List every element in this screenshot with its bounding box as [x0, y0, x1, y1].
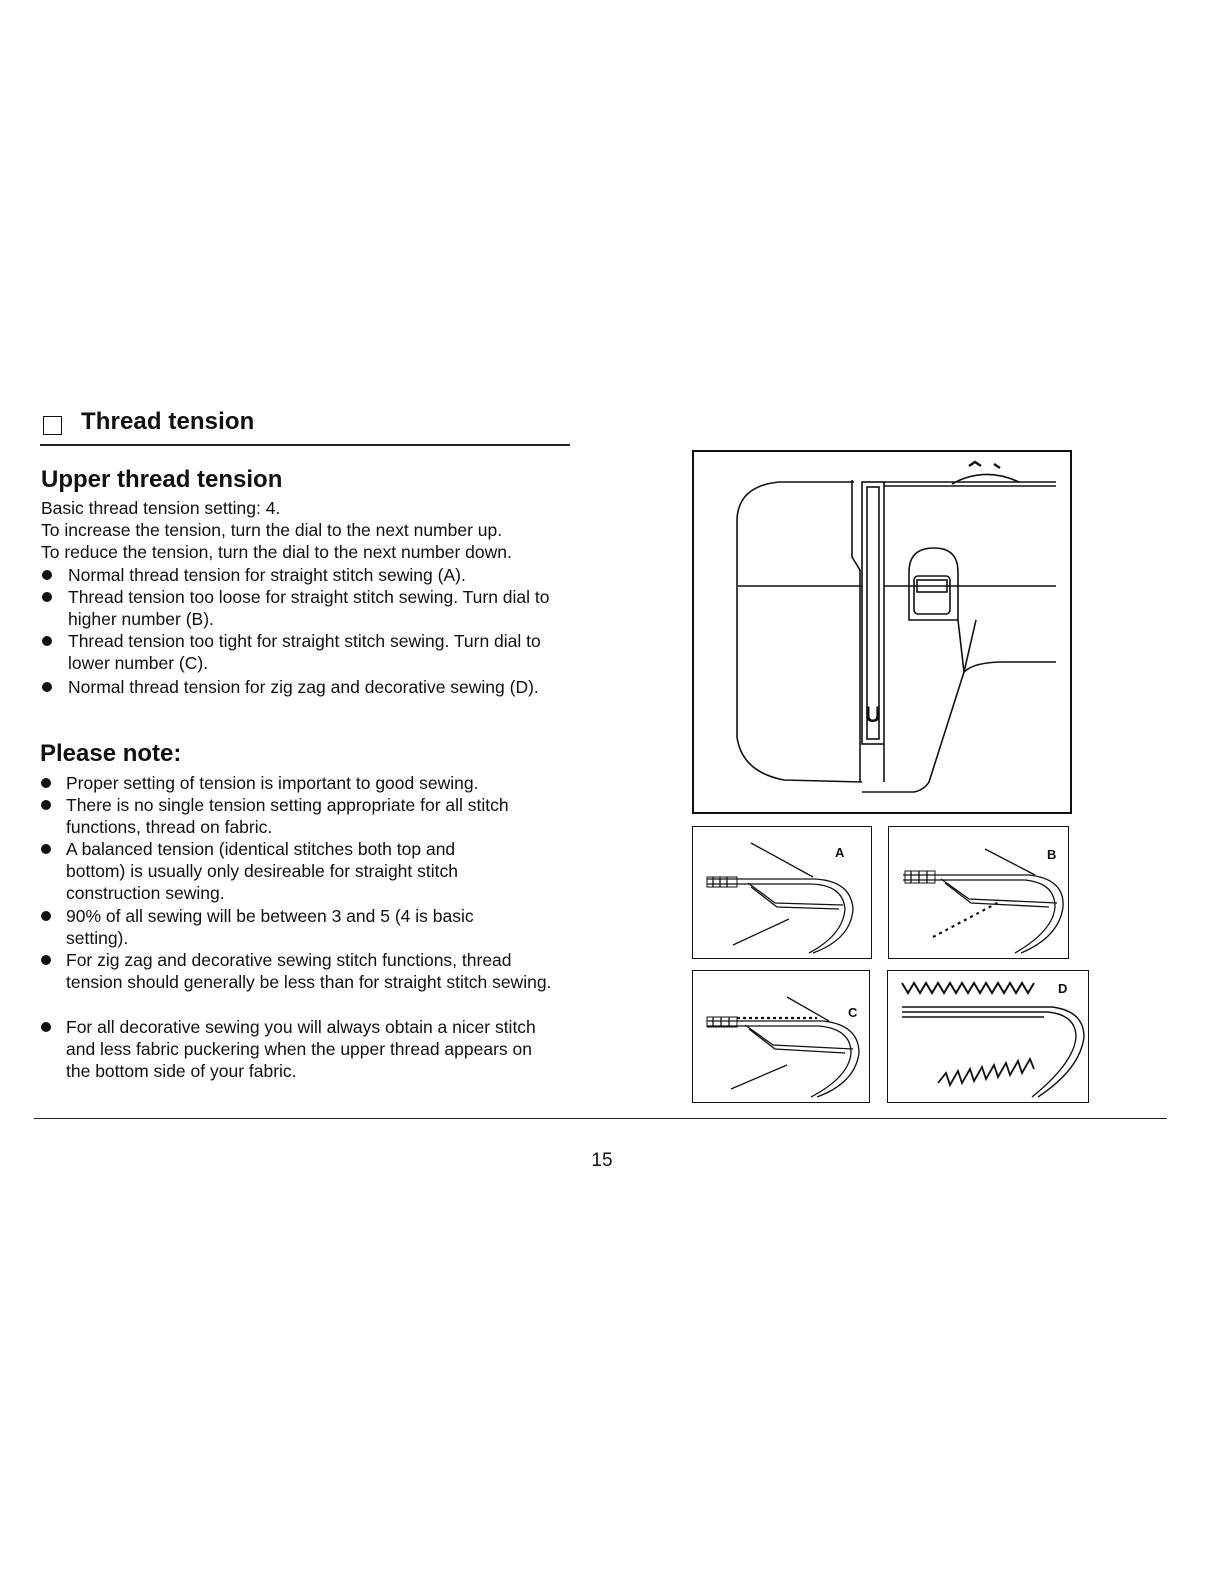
bullet-dot-icon	[41, 844, 51, 854]
stitch-panel-d	[887, 970, 1089, 1103]
reduce-tension-line: To reduce the tension, turn the dial to the next number down.	[41, 542, 512, 562]
panel-label-d: D	[1058, 981, 1068, 996]
note-bullet-text: A balanced tension (identical stitches both top and bottom) is usually only desireable for straight stitch construction sewing.	[66, 839, 458, 903]
stitch-diagram-c	[693, 971, 868, 1101]
basic-setting-line: Basic thread tension setting: 4.	[41, 498, 281, 518]
footer-divider	[34, 1118, 1167, 1119]
page-number: 15	[591, 1150, 613, 1171]
section-header	[40, 408, 570, 448]
sewing-machine-illustration	[692, 450, 1072, 814]
stitch-diagram-b	[889, 827, 1067, 957]
bullet-dot-icon	[41, 800, 51, 810]
sewing-machine-drawing	[694, 452, 1070, 812]
panel-label-a: A	[835, 845, 845, 860]
panel-label-b: B	[1047, 847, 1057, 862]
section-divider	[40, 444, 570, 446]
section-title: Thread tension	[81, 408, 255, 435]
increase-tension-line: To increase the tension, turn the dial to the next number up.	[41, 520, 503, 540]
note-bullet-text: There is no single tension setting appropriate for all stitch functions, thread on fabric.	[66, 795, 509, 837]
bullet-dot-icon	[42, 682, 52, 692]
note-bullet-text: For all decorative sewing you will always obtain a nicer stitch and less fabric puckering when the upper thread appears on the bottom side of your fabric.	[66, 1017, 536, 1081]
note-bullet-text: For zig zag and decorative sewing stitch functions, thread tension should generally be less than for straight stitch sewing.	[66, 950, 552, 992]
stitch-panel-c	[692, 970, 870, 1103]
bullet-dot-icon	[41, 955, 51, 965]
upper-thread-tension-heading: Upper thread tension	[41, 466, 283, 493]
stitch-panel-b	[888, 826, 1069, 959]
bullet-dot-icon	[41, 911, 51, 921]
panel-label-c: C	[848, 1005, 858, 1020]
bullet-dot-icon	[41, 1022, 51, 1032]
bullet-dot-icon	[42, 636, 52, 646]
stitch-diagram-a	[693, 827, 870, 957]
bullet-dot-icon	[41, 778, 51, 788]
stitch-panel-a	[692, 826, 872, 959]
upper-bullet-text: Thread tension too tight for straight stitch sewing. Turn dial to lower number (C).	[68, 631, 541, 673]
bullet-dot-icon	[42, 592, 52, 602]
upper-bullet-text: Thread tension too loose for straight stitch sewing. Turn dial to higher number (B).	[68, 587, 550, 629]
note-bullet-text: Proper setting of tension is important to good sewing.	[66, 773, 479, 793]
note-bullet-text: 90% of all sewing will be between 3 and 5 (4 is basic setting).	[66, 906, 474, 948]
upper-bullet-text: Normal thread tension for straight stitch sewing (A).	[68, 565, 466, 585]
stitch-diagram-d	[888, 971, 1087, 1101]
please-note-heading: Please note:	[40, 740, 182, 767]
needle-plate-letter: U	[865, 702, 881, 727]
checkbox-square-icon	[43, 416, 62, 435]
upper-bullet-text: Normal thread tension for zig zag and decorative sewing (D).	[68, 677, 539, 697]
bullet-dot-icon	[42, 570, 52, 580]
